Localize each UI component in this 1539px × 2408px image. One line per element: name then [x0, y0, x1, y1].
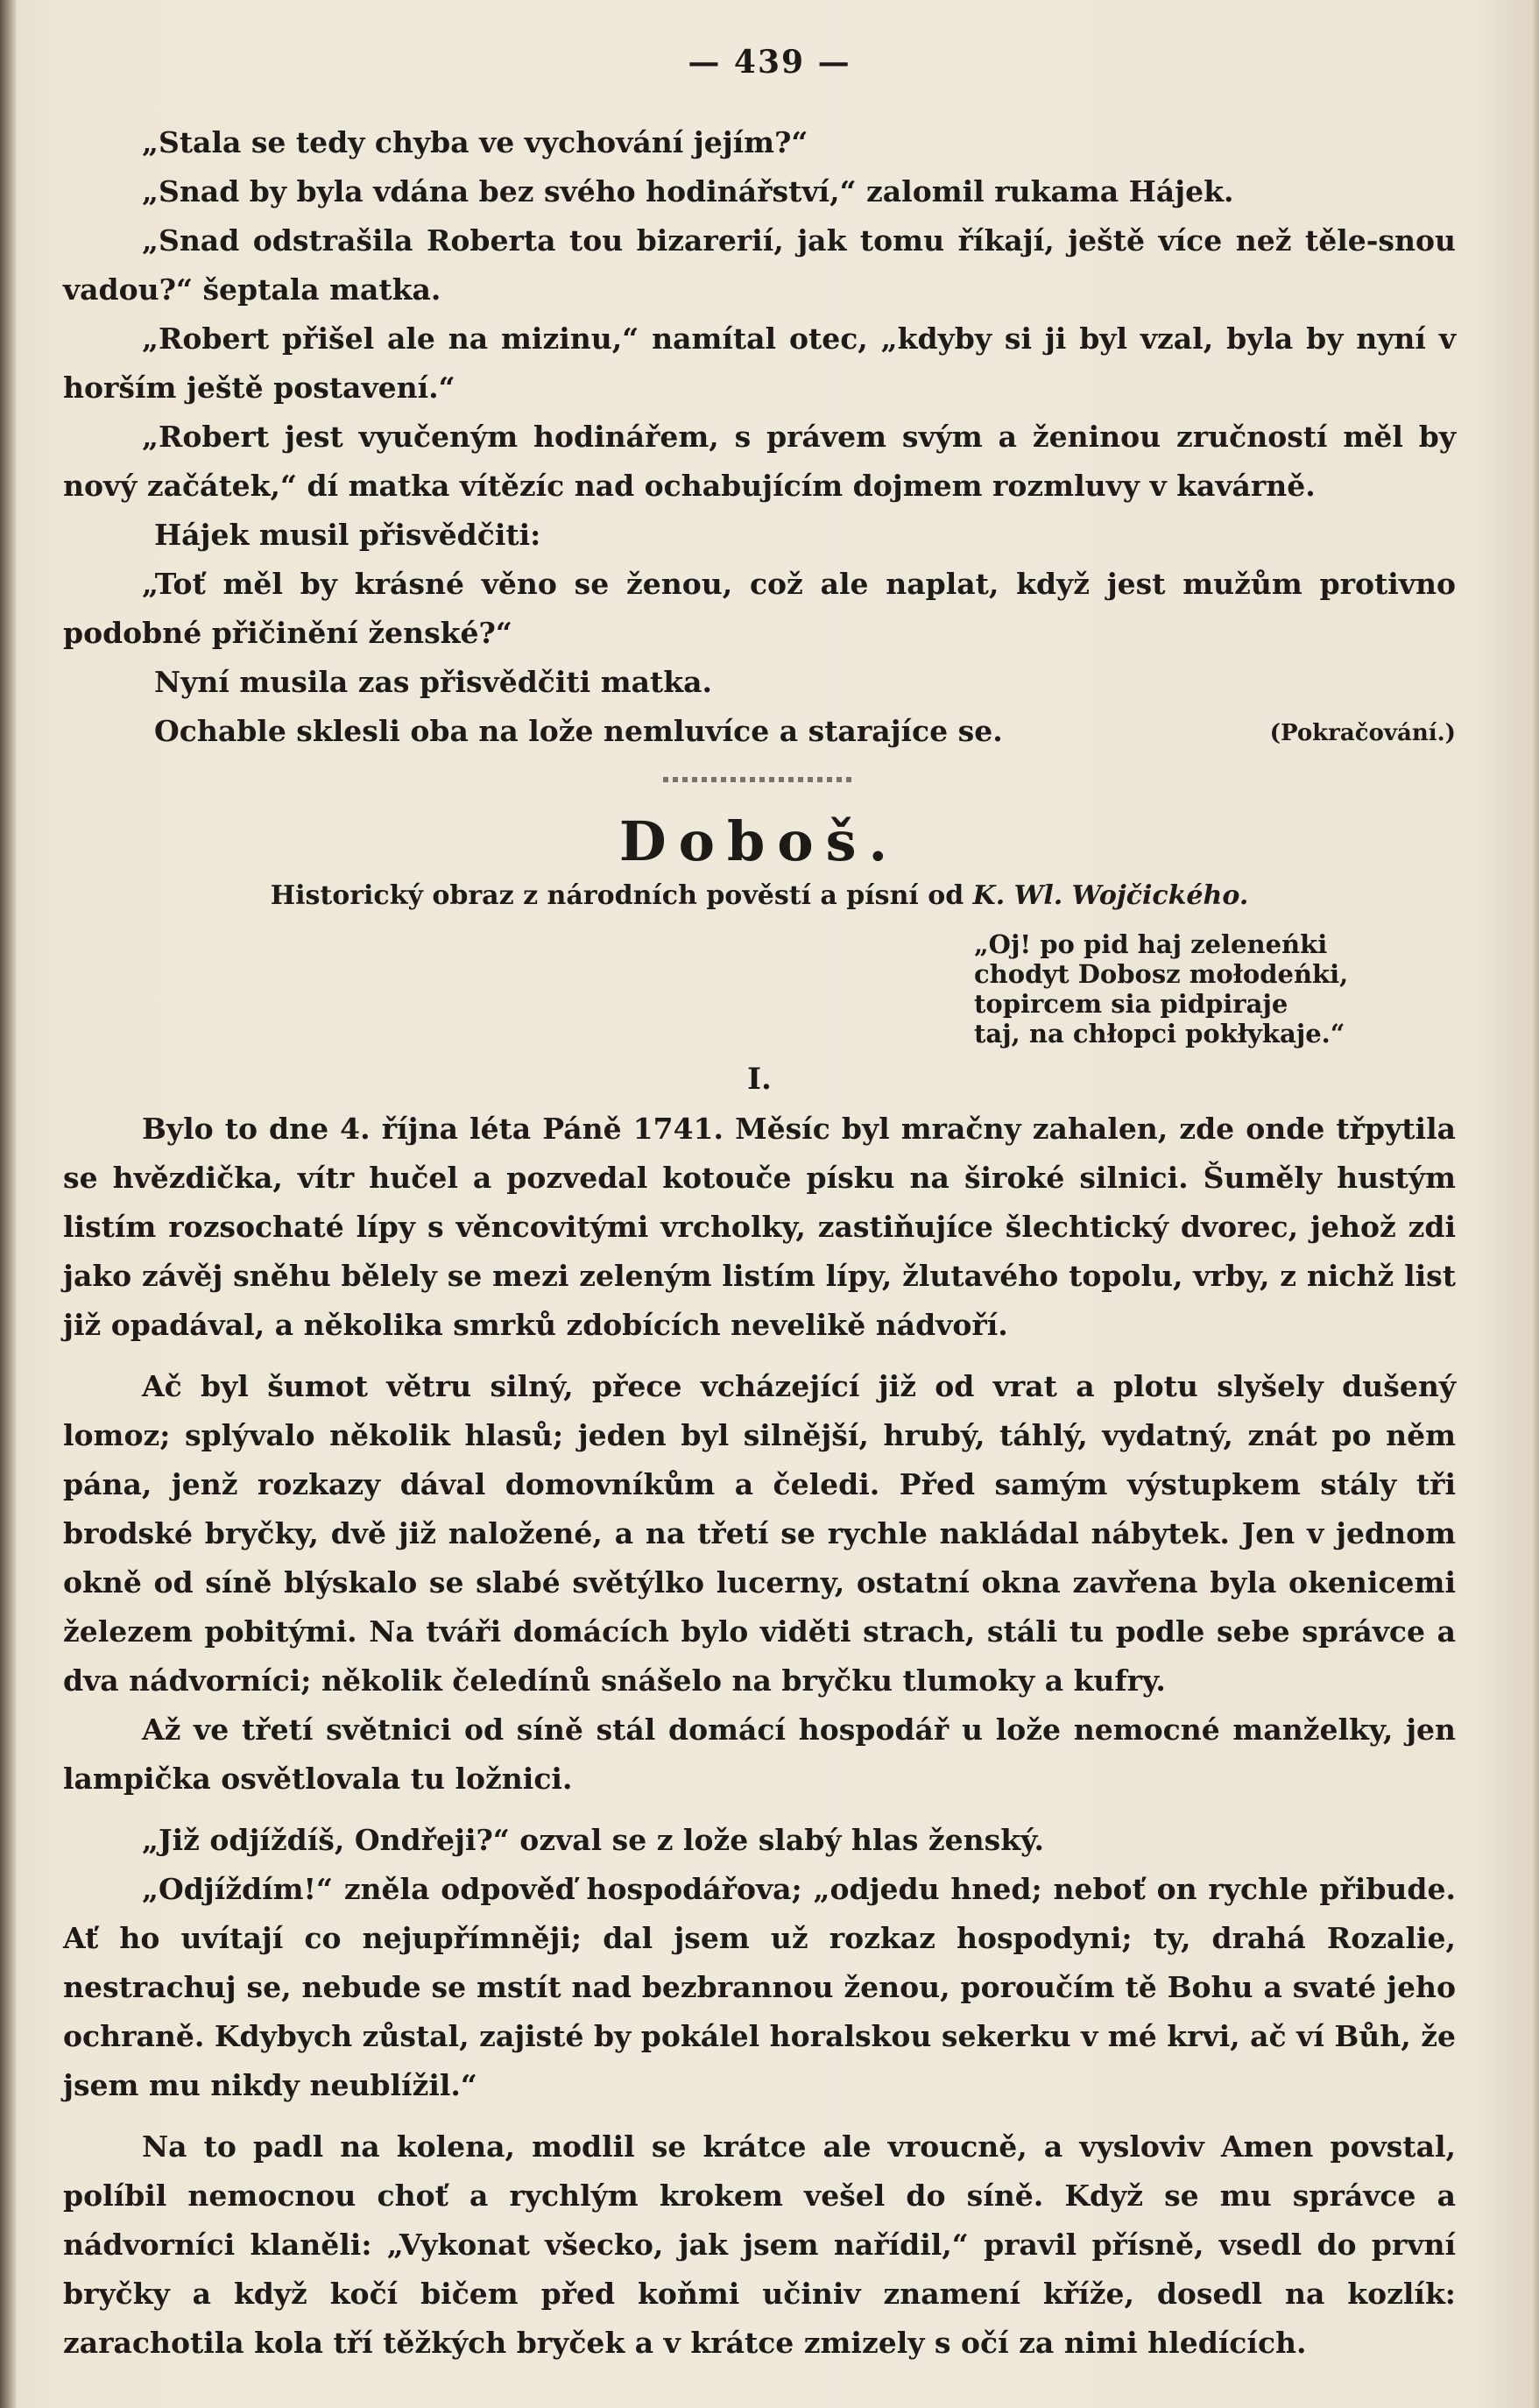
- dialogue-line: „Stala se tedy chyba ve vychování jejím?“: [142, 125, 808, 159]
- epigraph-line: taj, na chłopci pokłykaje.“: [974, 1019, 1345, 1049]
- epigraph-line: topircem sia pidpiraje: [974, 989, 1288, 1019]
- book-binding: [0, 0, 16, 2408]
- epigraph: [974, 929, 1456, 1049]
- page-edge: [1530, 0, 1539, 2408]
- paragraph: Bylo to dne 4. října léta Páně 1741. Měsíc byl mračny zahalen, zde onde třpytila se hvězdička, vítr hučel a pozvedal kotouče písku na široké silnici. Šuměly hustým listím rozsochaté lípy s věncovitými vrcholky, zastiňujíce šlechtický dvorec, jehož zdi jako závěj sněhu bělely se mezi zeleným listím lípy, žlutavého topolu, vrby, z nichž list již opadával, a několika smrků zdobících nevelikě nádvoří.: [63, 1112, 1456, 1342]
- closing-line: [63, 707, 1456, 756]
- dialogue-line: „Snad odstrašila Roberta tou bizarerií, jak tomu říkají, ještě více než těle-snou vadou?“ šeptala matka.: [63, 223, 1456, 307]
- dialogue-line: „Robert přišel ale na mizinu,“ namítal otec, „kdyby si ji byl vzal, byla by nyní v horším ještě postavení.“: [63, 321, 1456, 405]
- dialogue-line: „Snad by byla vdána bez svého hodinářství,“ zalomil rukama Hájek.: [142, 174, 1234, 208]
- dialogue-line: Hájek musil přisvědčiti:: [154, 518, 541, 552]
- dialogue-line: „Toť měl by krásné věno se ženou, což ale naplat, když jest mužům protivno podobné přičinění ženské?“: [63, 567, 1456, 650]
- paragraph: Ač byl šumot větru silný, přece vcházející již od vrat a plotu slyšely dušený lomoz; splývalo několik hlasů; jeden byl silnější, hrubý, táhlý, vydatný, znát po něm pána, jenž rozkazy dával domovníkům a čeledi. Před samým výstupkem stály tři brodské bryčky, dvě již naložené, a na třetí se rychle nakládal nábytek. Jen v jednom okně od síně blýskalo se slabé světýlko lucerny, ostatní okna zavřena byla okenicemi železem pobitými. Na tváři domácích bylo viděti strach, stáli tu podle sebe správce a dva nádvorníci; několik čeledínů snášelo na bryčku tlumoky a kufry.: [63, 1369, 1456, 1698]
- paragraph: Na to padl na kolena, modlil se krátce ale vroucně, a vysloviv Amen povstal, políbil nemocnou choť a rychlým krokem vešel do síně. Když se mu správce a nádvorníci klaněli: „Vykonat všecko, jak jsem nařídil,“ pravil přísně, vsedl do první bryčky a když kočí bičem před koňmi učiniv znamení kříže, dosedl na kozlík: zarachotila kola tří těžkých bryček a v krátce zmizely s očí za nimi hledících.: [63, 2129, 1456, 2360]
- page-number: — 439 —: [688, 44, 851, 81]
- continued-note: (Pokračování.): [1269, 720, 1456, 746]
- story-subtitle: [63, 879, 1456, 914]
- epigraph-line: „Oj! po pid haj zeleneńki: [974, 929, 1328, 959]
- epigraph-line: chodyt Dobosz mołodeńki,: [974, 959, 1349, 989]
- author-name: K. Wl. Wojčického.: [972, 880, 1249, 911]
- dialogue-line: „Robert jest vyučeným hodinářem, s právem svým a ženinou zručností měl by nový začátek,“ dí matka vítězíc nad ochabujícím dojmem rozmluvy v kavárně.: [63, 420, 1456, 503]
- section-divider: [663, 777, 856, 782]
- page-text: [63, 118, 1456, 2368]
- paragraph: „Již odjíždíš, Ondřeji?“ ozval se z lože slabý hlas ženský.: [142, 1823, 1044, 1857]
- paragraph: Až ve třetí světnici od síně stál domácí hospodář u lože nemocné manželky, jen lampička osvětlovala tu ložnici.: [63, 1712, 1456, 1796]
- chapter-heading: I.: [747, 1062, 772, 1097]
- dialogue-line: Nyní musila zas přisvědčiti matka.: [154, 665, 712, 699]
- story-title: Doboš.: [618, 809, 900, 873]
- paragraph: „Odjíždím!“ zněla odpověď hospodářova; „odjedu hned; neboť on rychle přibude. Ať ho uvítají co nejupřímněji; dal jsem už rozkaz hospodyni; ty, drahá Rozalie, nestrachuj se, nebude se mstít nad bezbrannou ženou, poroučím tě Bohu a svaté jeho ochraně. Kdybych zůstal, zajisté by pokálel horalskou sekerku v mé krvi, ač ví Bůh, že jsem mu nikdy neublížil.“: [63, 1872, 1456, 2102]
- subtitle-text: Historický obraz z národních pověstí a písní od: [270, 880, 964, 911]
- closing-line-text: Ochable sklesli oba na lože nemluvíce a starajíce se.: [154, 714, 1003, 748]
